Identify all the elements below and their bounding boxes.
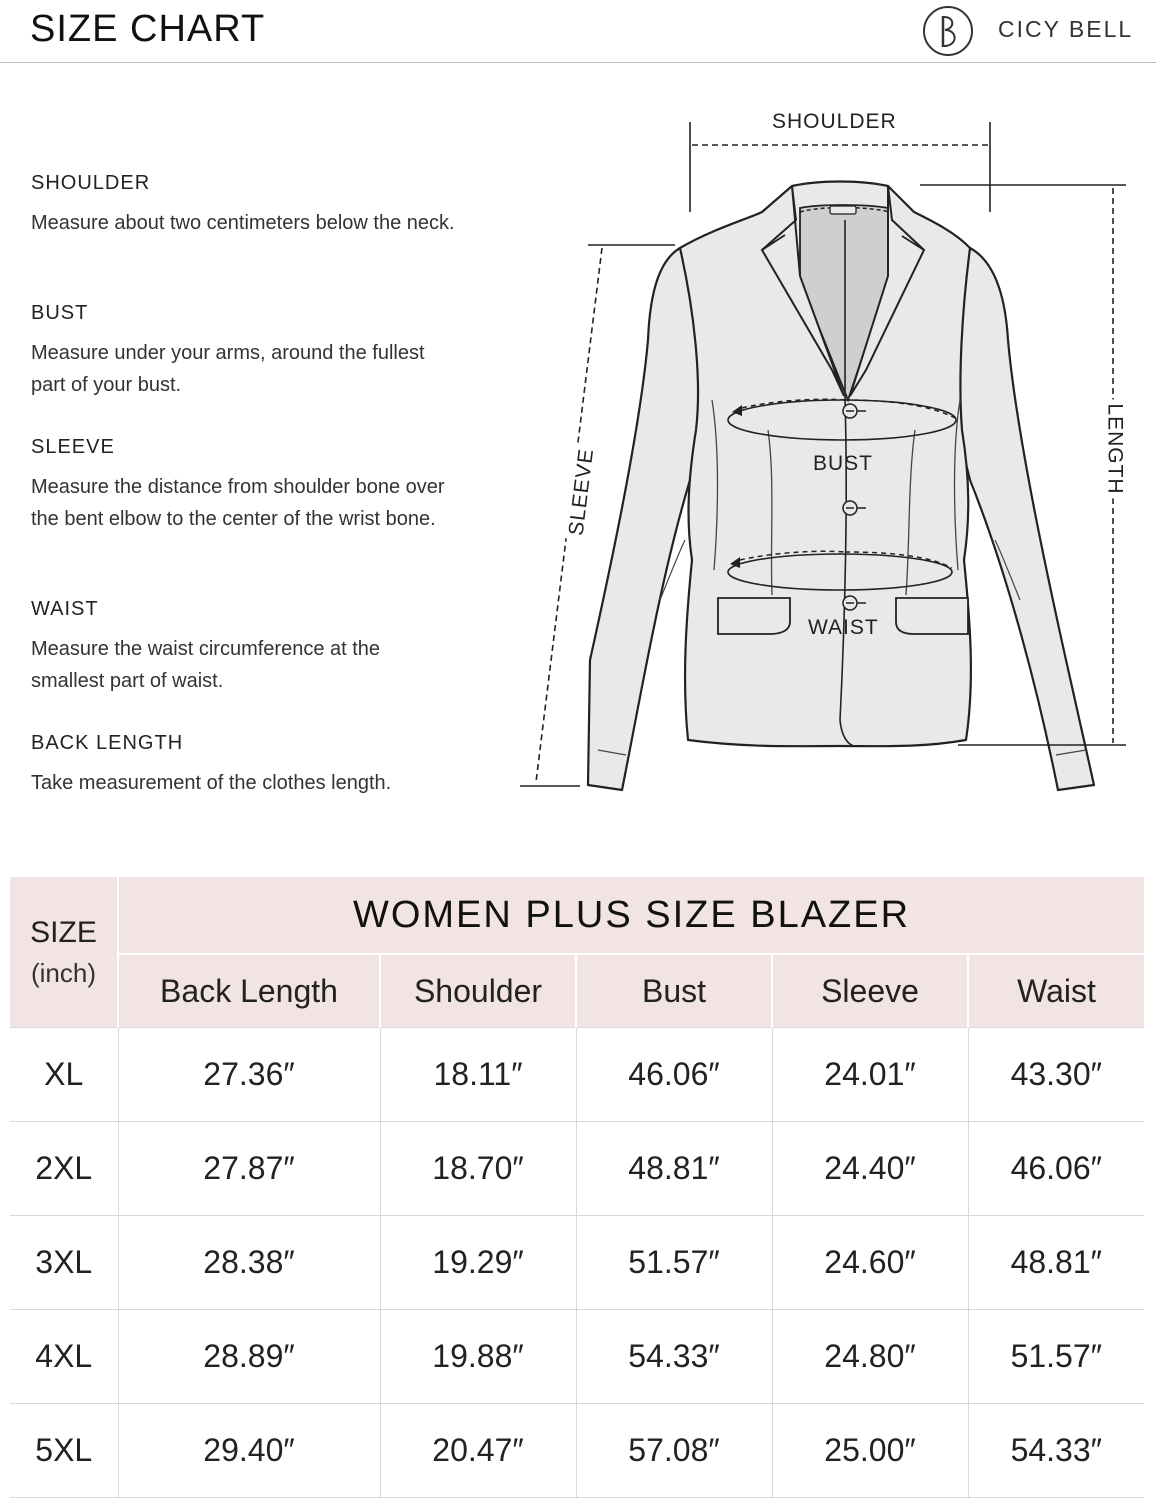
guide-title: SHOULDER bbox=[31, 172, 151, 194]
table-row bbox=[10, 1028, 1144, 1122]
column-header: Shoulder bbox=[380, 954, 576, 1028]
brand-logo-icon bbox=[920, 4, 976, 58]
table-cell: 18.70″ bbox=[380, 1122, 576, 1216]
size-cell: 5XL bbox=[10, 1404, 118, 1498]
guide-description: Measure the waist circumference at the smallest part of waist. bbox=[31, 638, 381, 692]
table-cell: 19.88″ bbox=[380, 1310, 576, 1404]
table-cell: 24.80″ bbox=[772, 1310, 968, 1404]
table-cell: 24.60″ bbox=[772, 1216, 968, 1310]
table-cell: 46.06″ bbox=[968, 1122, 1144, 1216]
column-header: Bust bbox=[576, 954, 772, 1028]
table-title: WOMEN PLUS SIZE BLAZER bbox=[118, 877, 1144, 954]
guide-item-bust bbox=[31, 302, 501, 401]
waist-label: WAIST bbox=[808, 616, 879, 639]
table-cell: 51.57″ bbox=[576, 1216, 772, 1310]
guide-title: BACK LENGTH bbox=[31, 732, 184, 754]
table-cell: 28.89″ bbox=[118, 1310, 380, 1404]
table-cell: 54.33″ bbox=[576, 1310, 772, 1404]
size-cell: XL bbox=[10, 1028, 118, 1122]
size-header-label: SIZE bbox=[30, 915, 97, 949]
table-row bbox=[10, 1404, 1144, 1498]
table-cell: 25.00″ bbox=[772, 1404, 968, 1498]
table-cell: 48.81″ bbox=[968, 1216, 1144, 1310]
table-cell: 43.30″ bbox=[968, 1028, 1144, 1122]
blazer-diagram bbox=[500, 100, 1156, 820]
table-cell: 29.40″ bbox=[118, 1404, 380, 1498]
table-row bbox=[10, 1216, 1144, 1310]
table-cell: 54.33″ bbox=[968, 1404, 1144, 1498]
guide-description: Measure under your arms, around the fullest part of your bust. bbox=[31, 342, 425, 396]
table-cell: 24.01″ bbox=[772, 1028, 968, 1122]
table-row bbox=[10, 1122, 1144, 1216]
size-column-header bbox=[10, 877, 118, 1028]
guide-title: BUST bbox=[31, 302, 89, 324]
table-cell: 27.36″ bbox=[118, 1028, 380, 1122]
size-cell: 4XL bbox=[10, 1310, 118, 1404]
column-header: Waist bbox=[968, 954, 1144, 1028]
table-cell: 19.29″ bbox=[380, 1216, 576, 1310]
bust-label: BUST bbox=[813, 452, 874, 475]
table-cell: 48.81″ bbox=[576, 1122, 772, 1216]
column-header: Sleeve bbox=[772, 954, 968, 1028]
size-table bbox=[10, 877, 1144, 1498]
table-title-row bbox=[10, 877, 1144, 954]
guide-title: SLEEVE bbox=[31, 436, 115, 458]
brand-name: CICY BELL bbox=[998, 16, 1134, 42]
table-cell: 51.57″ bbox=[968, 1310, 1144, 1404]
table-row bbox=[10, 1310, 1144, 1404]
length-label: LENGTH bbox=[1103, 399, 1127, 498]
size-cell: 2XL bbox=[10, 1122, 118, 1216]
table-cell: 24.40″ bbox=[772, 1122, 968, 1216]
unit-label: (inch) bbox=[30, 957, 96, 988]
size-cell: 3XL bbox=[10, 1216, 118, 1310]
guide-item-sleeve bbox=[31, 436, 501, 535]
guide-description: Measure the distance from shoulder bone over the bent elbow to the center of the wrist bone. bbox=[31, 476, 445, 530]
column-header: Back Length bbox=[118, 954, 380, 1028]
page-title: SIZE CHART bbox=[30, 8, 266, 50]
table-cell: 18.11″ bbox=[380, 1028, 576, 1122]
sleeve-label: SLEEVE bbox=[564, 443, 599, 541]
table-cell: 20.47″ bbox=[380, 1404, 576, 1498]
size-table-container bbox=[10, 877, 1144, 1498]
guide-item-shoulder bbox=[31, 172, 501, 239]
guide-item-back-length bbox=[31, 732, 501, 799]
table-cell: 28.38″ bbox=[118, 1216, 380, 1310]
guide-item-waist bbox=[31, 598, 501, 697]
header-bar bbox=[0, 0, 1156, 63]
table-cell: 57.08″ bbox=[576, 1404, 772, 1498]
guide-description: Take measurement of the clothes length. bbox=[31, 772, 392, 794]
column-header-row bbox=[10, 954, 1144, 1028]
shoulder-label: SHOULDER bbox=[772, 110, 897, 133]
table-cell: 46.06″ bbox=[576, 1028, 772, 1122]
guide-title: WAIST bbox=[31, 598, 99, 620]
table-cell: 27.87″ bbox=[118, 1122, 380, 1216]
guide-description: Measure about two centimeters below the neck. bbox=[31, 212, 455, 234]
